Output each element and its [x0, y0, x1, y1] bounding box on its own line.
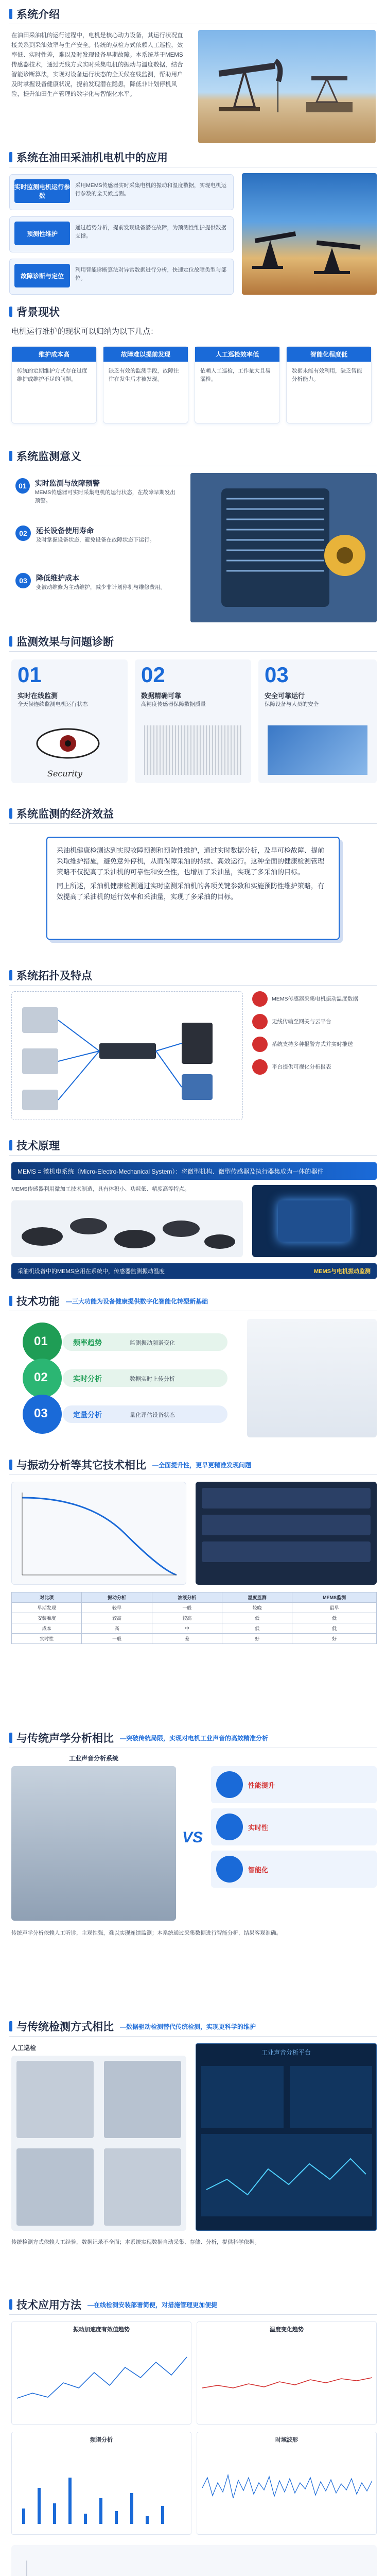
function-number-3: 03 [34, 1406, 48, 1420]
effect-desc-3: 保障设备与人员的安全 [265, 701, 319, 707]
function-number-2: 02 [34, 1370, 48, 1384]
background-card-3 [195, 346, 280, 423]
function-title-2: 实时分析 [73, 1375, 102, 1383]
glowing-sensor-block [278, 1200, 350, 1242]
background-card-4 [286, 346, 372, 423]
section-principle-heading [9, 1139, 60, 1152]
security-badge-text: Security [47, 769, 82, 778]
heading-bar [9, 1733, 12, 1743]
table-header: 振动分析 [82, 1592, 152, 1603]
section-compare-vibration-heading [9, 1458, 251, 1471]
significance-title-3: 降低维护成本 [36, 574, 79, 582]
heading-bar [9, 636, 12, 647]
section-method-subtitle: —在线检测安装部署简便，对措施管理更加便捷 [87, 2301, 218, 2309]
table-row [12, 1634, 377, 1644]
section-topology-heading [9, 969, 92, 982]
significance-number-1: 01 [15, 478, 30, 494]
effect-title-2: 数据精确可靠 [141, 692, 182, 700]
method-panel-title-1: 振动加速度有效值趋势 [73, 2327, 130, 2333]
heading-bar [9, 970, 12, 980]
effect-card-1 [11, 659, 128, 783]
application-tag-1: 实时监测电机运行参数 [14, 179, 70, 203]
compare-table-wrap [11, 1592, 377, 1644]
heading-bar [9, 451, 12, 461]
compare-row-1 [202, 1488, 371, 1509]
method-panel-1 [11, 2321, 191, 2425]
chart-icon [252, 1059, 268, 1075]
sensor-device-image [252, 1185, 377, 1257]
method-panel-title-2: 温度变化趋势 [270, 2327, 304, 2333]
manual-inspection-photos [11, 2056, 186, 2231]
section-function-title: 技术功能 [16, 1296, 60, 1308]
acoustic-right-label-3: 智能化 [248, 1866, 269, 1874]
acoustic-right-list [211, 1766, 377, 1921]
background-card-desc-2: 缺乏有效的监测手段，故障往往在发生后才被发现。 [109, 368, 179, 382]
effect-title-1: 实时在线监测 [17, 692, 58, 700]
heading-bar [9, 9, 12, 19]
significance-number-2: 02 [15, 526, 31, 541]
significance-item-1 [15, 478, 180, 505]
method-panel-4 [197, 2432, 377, 2535]
function-title-1: 频率趋势 [73, 1338, 102, 1347]
significance-desc-3: 变被动维修为主动维护，减少非计划停机与维修费用。 [36, 584, 166, 590]
table-cell: 早期发现 [12, 1603, 82, 1613]
effect-desc-1: 全天候连续监测电机运行状态 [17, 701, 88, 707]
mems-chips-svg [11, 1200, 243, 1257]
method-chart-4 [197, 2447, 377, 2529]
divider [9, 985, 377, 986]
intro-body: 在油田采油机的运行过程中，电机是核心动力设备，其运行状况直接关系到采油效率与生产安全。传统的点检方式依赖人工巡检，效率低、实时性差，难以及时发现设备早期故障。本系统基于MEMS传感器技术，通过无线方式实时采集电机的振动与温度数据，结合智能诊断算法，实现对设备运行状态的全天候在线监测，帮助用户及时掌握设备健康状况，提前发现潜在隐患，降低非计划停机风险，提升油田生产管理的数字化与智能化水平。 [11, 32, 183, 97]
compare-row-2 [202, 1515, 371, 1535]
motor-illustration [190, 473, 377, 622]
section-topology-title: 系统拓扑及特点 [16, 970, 92, 982]
table-cell: 低 [222, 1613, 292, 1623]
section-background-heading [9, 305, 60, 318]
table-cell: 高 [82, 1623, 152, 1634]
table-header: 温度监测 [222, 1592, 292, 1603]
principle-note: 采油机设备中的MEMS应用在系统中，传感器监测振动温度 [17, 1268, 165, 1275]
manual-photo-4 [104, 2148, 181, 2226]
topology-feature-1 [252, 991, 377, 1007]
background-subtitle: 电机运行维护的现状可以归纳为以下几点： [11, 327, 159, 336]
effect-card-3 [258, 659, 377, 783]
section-compare-acoustic-subtitle: —突破传统局限，实现对电机工业声音的高效精准分析 [120, 1734, 269, 1742]
application-desc-1: 采用MEMS传感器实时采集电机的振动和温度数据，实现电机运行参数的全天候监测。 [75, 182, 226, 197]
topology-feature-text-3: 系统支持多种报警方式并实时推送 [272, 1041, 353, 1047]
table-cell: 实时性 [12, 1634, 82, 1644]
section-function-heading [9, 1294, 208, 1308]
motor-closeup-photo [190, 473, 377, 622]
acoustic-system-photo [11, 1766, 176, 1921]
function-desc-3: 量化评估设备状态 [130, 1412, 175, 1418]
significance-item-3 [15, 573, 180, 591]
table-row [12, 1623, 377, 1634]
acoustic-vs-label: VS [182, 1829, 203, 1846]
acoustic-right-item-2 [211, 1808, 377, 1845]
method-chart-2 [197, 2336, 377, 2419]
effect-desc-2: 高精度传感器保障数据质量 [141, 701, 206, 707]
method-panel-3 [11, 2432, 191, 2535]
table-cell: 较高 [82, 1613, 152, 1623]
section-significance-heading [9, 449, 81, 463]
compare-table [11, 1592, 377, 1644]
heading-bar [9, 808, 12, 819]
significance-item-2 [15, 526, 180, 544]
method-panel-2 [197, 2321, 377, 2425]
section-intro-heading [9, 7, 60, 21]
principle-desc: MEMS传感器利用微加工技术制造，具有体积小、功耗低、精度高等特点。 [11, 1186, 190, 1192]
platform-screenshot [196, 2043, 377, 2231]
section-compare-detection-title: 与传统检测方式相比 [16, 2021, 114, 2033]
table-header: MEMS监测 [292, 1592, 377, 1603]
background-card-title-1: 维护成本高 [12, 347, 96, 362]
function-desc-2: 数据实时上传分析 [130, 1376, 175, 1382]
acoustic-right-label-1: 性能提升 [248, 1781, 275, 1789]
effect-number-1: 01 [17, 663, 42, 687]
realtime-icon [216, 1814, 243, 1840]
table-row [12, 1613, 377, 1623]
section-compare-acoustic-title: 与传统声学分析相比 [16, 1733, 114, 1744]
topology-diagram [11, 991, 243, 1120]
application-desc-3: 利用智能诊断算法对异常数据进行分析，快速定位故障类型与部位。 [75, 267, 226, 281]
table-cell: 中 [152, 1623, 222, 1634]
pf-curve-svg [12, 1482, 187, 1585]
topology-feature-text-2: 无线传输至网关与云平台 [272, 1019, 331, 1025]
topology-feature-text-4: 平台提供可视化分析报表 [272, 1064, 331, 1070]
table-cell: 低 [292, 1623, 377, 1634]
application-desc-2: 通过趋势分析，提前发现设备潜在故障，为预测性维护提供数据支撑。 [75, 225, 226, 239]
intelligence-icon [216, 1856, 243, 1883]
background-card-desc-3: 依赖人工巡检，工作量大且易漏检。 [200, 368, 271, 382]
effect-title-3: 安全可靠运行 [265, 692, 305, 700]
pumpjack-silhouettes [242, 173, 377, 295]
detection-left-label: 人工巡检 [11, 2044, 37, 2052]
acoustic-right-item-1 [211, 1766, 377, 1803]
table-cell: 安装难度 [12, 1613, 82, 1623]
table-header: 对比项 [12, 1592, 82, 1603]
section-benefit-title: 系统监测的经济效益 [16, 808, 114, 820]
acoustic-right-label-2: 实时性 [248, 1823, 269, 1832]
oilfield-sunset-photo [242, 173, 377, 295]
section-compare-detection-heading [9, 2020, 256, 2033]
table-header: 油液分析 [152, 1592, 222, 1603]
manual-photo-3 [16, 2148, 94, 2226]
method-panel-title-4: 时域波形 [275, 2437, 298, 2443]
section-compare-acoustic-heading [9, 1731, 268, 1744]
heading-bar [9, 1460, 12, 1470]
effect-number-3: 03 [265, 663, 289, 687]
acoustic-right-item-3 [211, 1851, 377, 1888]
method-bottom-svg [11, 2545, 377, 2576]
background-card-desc-4: 数据未能有效利用，缺乏智能分析能力。 [292, 368, 362, 382]
heading-bar [9, 307, 12, 317]
topology-svg [12, 992, 243, 1121]
section-background-title: 背景现状 [16, 307, 60, 318]
table-row [12, 1603, 377, 1613]
method-chart-1 [12, 2336, 192, 2419]
table-cell: 差 [152, 1634, 222, 1644]
significance-title-2: 延长设备使用寿命 [36, 527, 94, 535]
function-device-image [247, 1319, 377, 1437]
topology-feature-2 [252, 1014, 377, 1029]
table-cell: 最早 [292, 1603, 377, 1613]
section-significance-title: 系统监测意义 [16, 451, 81, 463]
table-header-row [12, 1592, 377, 1603]
topology-feature-list [252, 991, 377, 1075]
acoustic-label-left: 工业声音分析系统 [68, 1755, 118, 1762]
table-cell: 好 [222, 1634, 292, 1644]
table-cell: 低 [292, 1613, 377, 1623]
platform-title: 工业声音分析平台 [261, 2049, 311, 2056]
background-card-title-2: 故障难以提前发现 [103, 347, 188, 362]
table-cell: 低 [222, 1623, 292, 1634]
pipeline-photo [268, 725, 367, 775]
application-tag-2: 预测性维护 [14, 222, 70, 245]
compare-dark-rows [202, 1488, 371, 1562]
background-card-desc-1: 传统的定期维护方式存在过度维护或维护不足的问题。 [17, 368, 87, 382]
mems-chips-image [11, 1200, 243, 1257]
section-method-heading [9, 2298, 217, 2311]
topology-feature-text-1: MEMS传感器采集电机振动温度数据 [272, 996, 358, 1002]
pf-curve-chart [11, 1482, 186, 1585]
section-intro-title: 系统介绍 [16, 9, 60, 21]
section-compare-vibration-subtitle: —全面提升性，更早更精准发现问题 [152, 1461, 252, 1469]
acoustic-desc: 传统声学分析依赖人工听诊，主观性强，难以实现连续监测；本系统通过采集数据进行智能分析，结果客观准确。 [11, 1930, 282, 1936]
divider [9, 2314, 377, 2315]
divider [9, 651, 377, 652]
section-principle-title: 技术原理 [16, 1140, 60, 1152]
heading-bar [9, 2021, 12, 2031]
table-cell: 一般 [82, 1634, 152, 1644]
effect-number-2: 02 [141, 663, 165, 687]
effect-card-2 [135, 659, 251, 783]
background-card-title-4: 智能化程度低 [287, 347, 371, 362]
background-card-2 [103, 346, 188, 423]
heading-bar [9, 152, 12, 162]
table-cell: 一般 [152, 1603, 222, 1613]
benefit-body: 采油机健康检测达到实现故障预测和预防性维护，通过实时数据分析，及早可检故障、提前采取维护措施，避免意外停机，从而保障采油的持续、高效运行。这种全面的健康检测管理策略不仅提高了采油机的可靠性和安全性，也增加了采油量，实现了多采油的目标。 [57, 846, 325, 876]
detection-desc: 传统检测方式依赖人工经验，数据记录不全面；本系统实现数据自动采集、存储、分析，提供科学依据。 [11, 2239, 260, 2245]
alarm-icon [252, 991, 268, 1007]
heading-bar [9, 1296, 12, 1306]
oil-pump-illustration [198, 30, 376, 143]
section-effect-title: 监测效果与问题诊断 [16, 636, 114, 648]
section-application-title: 系统在油田采油机电机中的应用 [16, 152, 168, 164]
section-function-subtitle: —三大功能为设备健康提供数字化智能化转型新基础 [66, 1297, 208, 1305]
function-stack [11, 1319, 238, 1437]
benefit-body-2: 同上所述，采油机健康检测通过实时监测采油机的各项关键参数和实施预防性维护策略，有效提高了采油机的运行效率和采油量，实现了多采油的目标。 [57, 882, 325, 901]
table-cell: 较晚 [222, 1603, 292, 1613]
manual-photo-2 [104, 2061, 181, 2138]
topology-feature-4 [252, 1059, 377, 1075]
notification-icon [252, 1037, 268, 1052]
principle-banner: MEMS = 微机电系统（Micro-Electro-Mechanical System）：将微型机构、微型传感器及执行器集成为一体的器件 [11, 1162, 377, 1180]
benefit-box [46, 837, 340, 940]
compare-dark-panel [196, 1482, 377, 1585]
topology-feature-3 [252, 1037, 377, 1052]
divider [9, 823, 377, 824]
significance-desc-1: MEMS传感器可实时采集电机的运行状态，在故障早期发出预警。 [34, 489, 176, 504]
section-compare-detection-subtitle: —数据驱动检测替代传统检测，实现更科学的维护 [120, 2023, 256, 2030]
section-effect-heading [9, 635, 114, 648]
significance-number-3: 03 [15, 573, 31, 588]
compare-row-3 [202, 1541, 371, 1562]
heading-bar [9, 1140, 12, 1150]
function-desc-1: 监测振动频谱变化 [130, 1340, 175, 1346]
texture-image [144, 725, 242, 775]
significance-desc-2: 及时掌握设备状态，避免设备在故障状态下运行。 [36, 537, 155, 543]
table-cell: 成本 [12, 1623, 82, 1634]
table-cell: 好 [292, 1634, 377, 1644]
application-tag-3: 故障诊断与定位 [14, 264, 70, 287]
method-panel-title-3: 频谱分析 [90, 2437, 113, 2443]
performance-icon [216, 1771, 243, 1798]
method-chart-3 [12, 2447, 192, 2529]
heading-bar [9, 2299, 12, 2310]
manual-photo-1 [16, 2061, 94, 2138]
divider [9, 2036, 377, 2037]
section-method-title: 技术应用方法 [16, 2299, 81, 2311]
section-application-heading [9, 150, 168, 164]
method-bottom-panel [11, 2545, 377, 2576]
principle-highlight: MEMS与电机振动监测 [314, 1268, 371, 1275]
table-cell: 较高 [152, 1613, 222, 1623]
function-title-3: 定量分析 [73, 1411, 102, 1419]
section-benefit-heading [9, 807, 114, 820]
significance-title-1: 实时监测与故障预警 [34, 479, 100, 487]
function-number-1: 01 [34, 1334, 48, 1348]
table-cell: 较早 [82, 1603, 152, 1613]
platform-dashboard-svg [196, 2061, 377, 2226]
divider [9, 1155, 377, 1156]
principle-note-bar [11, 1263, 377, 1279]
background-card-1 [11, 346, 97, 423]
wireless-icon [252, 1014, 268, 1029]
section-compare-vibration-title: 与振动分析等其它技术相比 [16, 1460, 146, 1471]
oil-pump-photo [198, 30, 376, 143]
background-card-title-3: 人工巡检效率低 [195, 347, 279, 362]
